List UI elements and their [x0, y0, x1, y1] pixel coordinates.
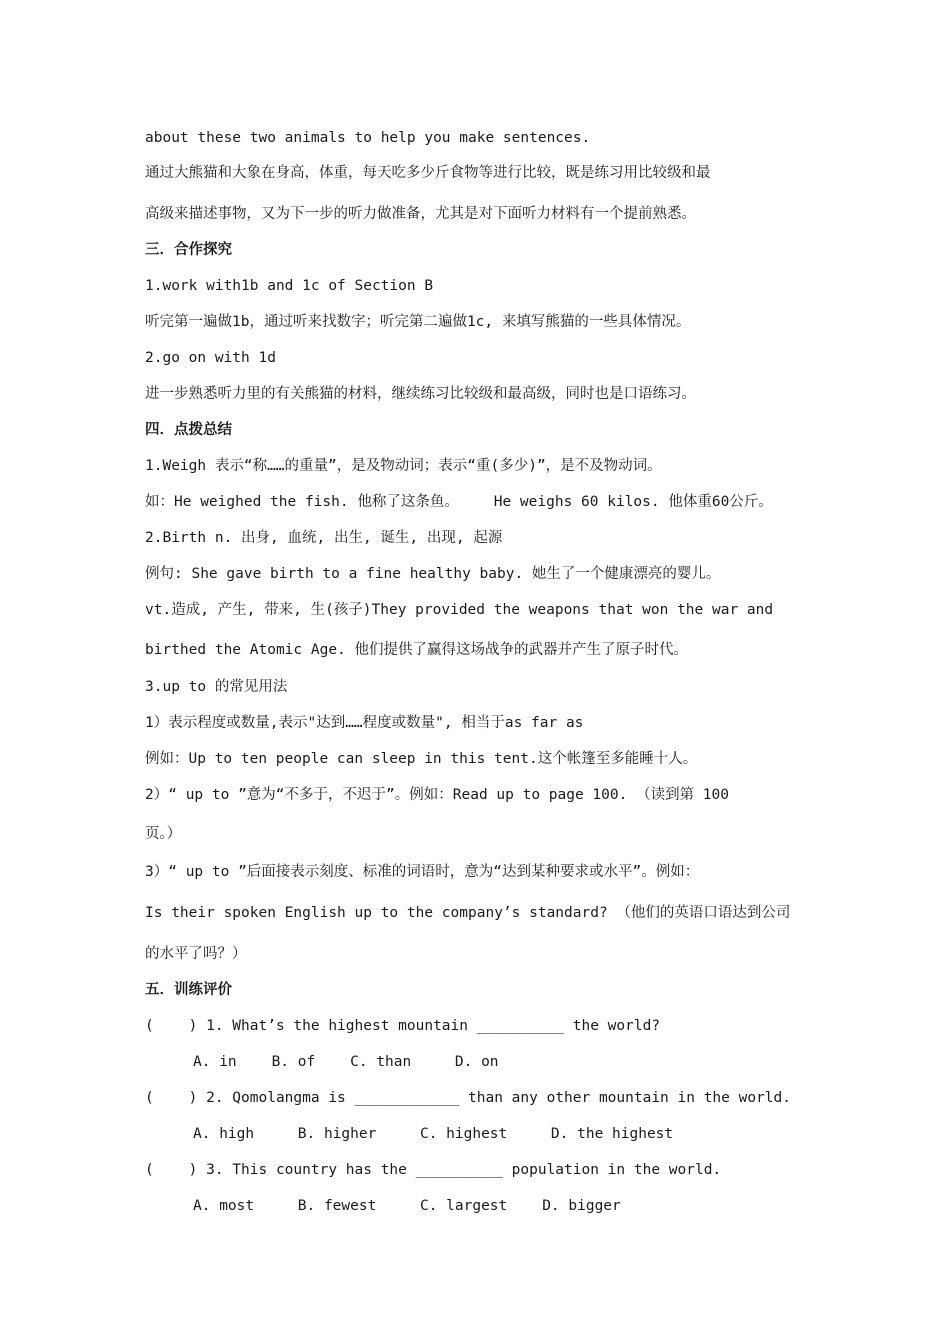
question-2-options: A. high B. higher C. highest D. the highest	[193, 1126, 674, 1142]
text-line: 高级来描述事物，又为下一步的听力做准备，尤其是对下面听力材料有一个提前熟悉。	[145, 206, 696, 222]
question-1-options: A. in B. of C. than D. on	[193, 1054, 499, 1070]
text-line: 的水平了吗？）	[145, 946, 247, 962]
text-line: 3）“ up to ”后面接表示刻度、标准的词语时，意为“达到某种要求或水平”。例如：	[145, 864, 700, 880]
text-line: 2.go on with 1d	[145, 350, 276, 366]
text-line: 1.Weigh 表示“称……的重量”，是及物动词；表示“重(多少)”，是不及物动词。	[145, 458, 662, 474]
text-line: 例句: She gave birth to a fine healthy baby. 她生了一个健康漂亮的婴儿。	[145, 566, 721, 582]
text-line: 1.work with1b and 1c of Section B	[145, 278, 434, 294]
text-line: 2.Birth n. 出身, 血统, 出生, 诞生, 出现, 起源	[145, 530, 503, 546]
question-1: ( ) 1. What’s the highest mountain __________ the world?	[145, 1018, 661, 1034]
text-line: 听完第一遍做1b，通过听来找数字；听完第二遍做1c, 来填写熊猫的一些具体情况。	[145, 314, 691, 330]
text-line: vt.造成, 产生, 带来, 生(孩子)They provided the weapons that won the war and	[145, 602, 774, 618]
section-heading-4: 四．点拨总结	[145, 422, 232, 438]
text-line: 通过大熊猫和大象在身高，体重，每天吃多少斤食物等进行比较，既是练习用比较级和最	[145, 165, 711, 181]
text-line: 进一步熟悉听力里的有关熊猫的材料，继续练习比较级和最高级，同时也是口语练习。	[145, 386, 696, 402]
text-line: about these two animals to help you make sentences.	[145, 130, 591, 146]
section-heading-3: 三．合作探究	[145, 242, 232, 258]
question-3-options: A. most B. fewest C. largest D. bigger	[193, 1198, 621, 1214]
text-line: 2）“ up to ”意为“不多于，不迟于”。例如：Read up to page 100. （读到第 100	[145, 787, 729, 803]
text-line: birthed the Atomic Age. 他们提供了赢得这场战争的武器并产生了原子时代。	[145, 642, 689, 658]
text-line: 页。）	[145, 826, 182, 842]
section-heading-5: 五．训练评价	[145, 982, 232, 998]
text-line: 1）表示程度或数量,表示"达到……程度或数量", 相当于as far as	[145, 715, 584, 731]
text-line: 如：He weighed the fish. 他称了这条鱼。 He weighs 60 kilos. 他体重60公斤。	[145, 494, 773, 510]
question-2: ( ) 2. Qomolangma is ____________ than any other mountain in the world.	[145, 1090, 792, 1106]
text-line: 3.up to 的常见用法	[145, 679, 288, 695]
question-3: ( ) 3. This country has the __________ population in the world.	[145, 1162, 722, 1178]
text-line: Is their spoken English up to the company’s standard? （他们的英语口语达到公司	[145, 905, 791, 921]
text-line: 例如：Up to ten people can sleep in this tent.这个帐篷至多能睡十人。	[145, 751, 698, 767]
